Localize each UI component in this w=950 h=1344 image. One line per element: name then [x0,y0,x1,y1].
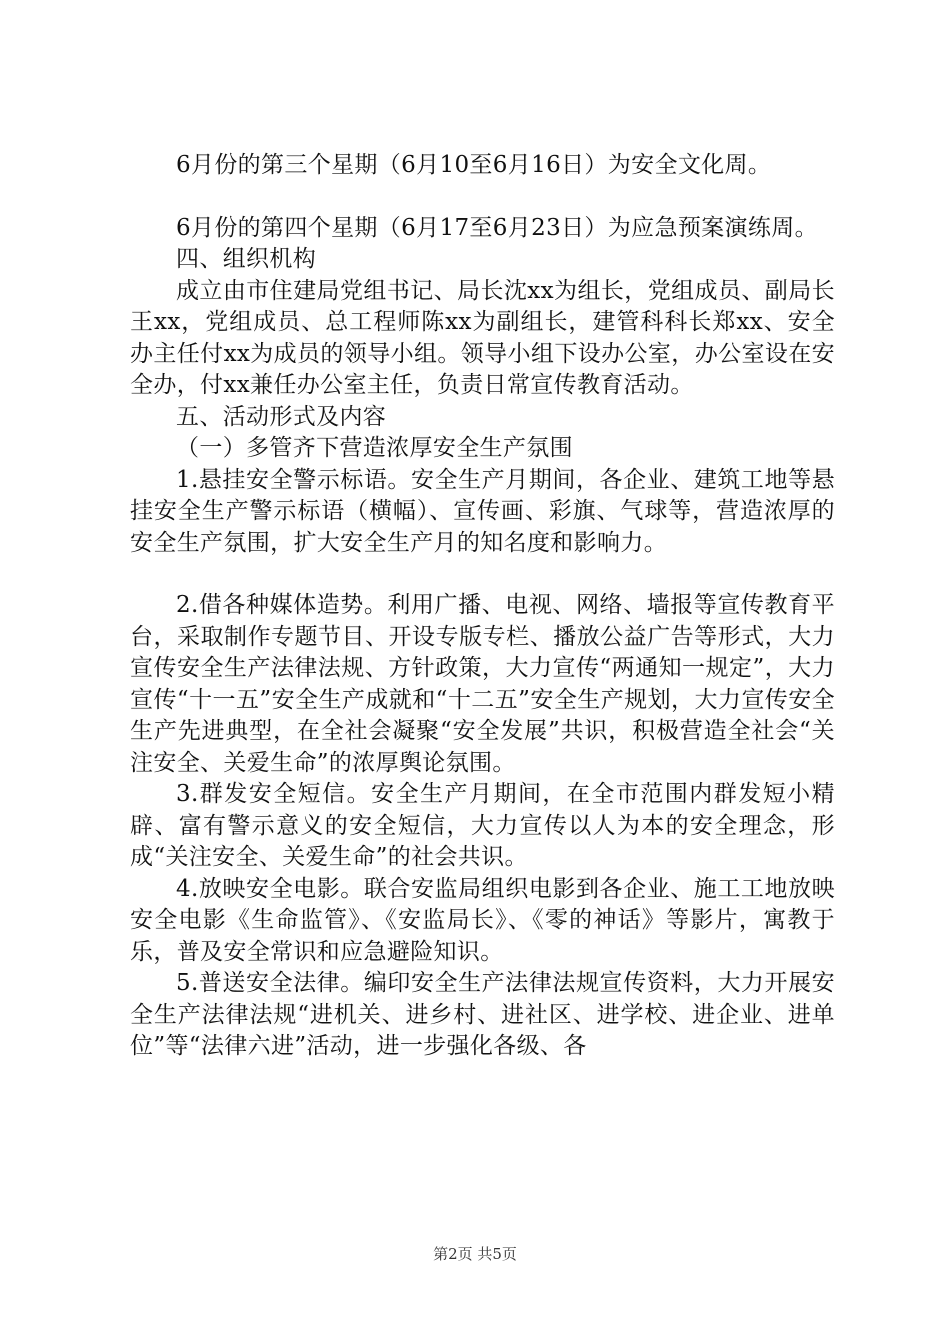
paragraph-item-4: 4.放映安全电影。联合安监局组织电影到各企业、施工工地放映安全电影《生命监管》、《安监局长》、《零的神话》等影片，寓教于乐，普及安全常识和应急避险知识。 [130,875,835,965]
document-body [130,150,835,1063]
page-number-footer: 第2页 共5页 [433,1245,517,1263]
paragraph-safety-culture-week: 6月份的第三个星期（6月10至6月16日）为安全文化周。 [176,152,772,178]
paragraph-emergency-drill-week: 6月份的第四个星期（6月17至6月23日）为应急预案演练周。 [176,214,818,241]
subheading-atmosphere: （一）多管齐下营造浓厚安全生产氛围 [176,435,573,461]
paragraph-leadership-group: 成立由市住建局党组书记、局长沈xx为组长，党组成员、副局长王xx，党组成员、总工程师陈xx为副组长，建管科科长郑xx、安全办主任付xx为成员的领导小组。领导小组下设办公室，办公室设在安全办，付xx兼任办公室主任，负责日常宣传教育活动。 [130,277,835,398]
paragraph-item-3: 3.群发安全短信。安全生产月期间，在全市范围内群发短小精辟、富有警示意义的安全短信，大力宣传以人为本的安全理念，形成“关注安全、关爱生命”的社会共识。 [130,781,835,870]
heading-organization: 四、组织机构 [176,246,317,272]
heading-activity-forms: 五、活动形式及内容 [176,403,387,430]
paragraph-item-5: 5.普送安全法律。编印安全生产法律法规宣传资料，大力开展安全生产法律法规“进机关、进乡村、进社区、进学校、进企业、进单位”等“法律六进”活动，进一步强化各级、各 [130,970,835,1059]
paragraph-item-1: 1.悬挂安全警示标语。安全生产月期间，各企业、建筑工地等悬挂安全生产警示标语（横幅）、宣传画、彩旗、气球等，营造浓厚的安全生产氛围，扩大安全生产月的知名度和影响力。 [130,466,835,556]
paragraph-item-2: 2.借各种媒体造势。利用广播、电视、网络、墙报等宣传教育平台，采取制作专题节目、开设专版专栏、播放公益广告等形式，大力宣传安全生产法律法规、方针政策，大力宣传“两通知一规定”，大力宣传“十一五”安全生产成就和“十二五”安全生产规划，大力宣传安全生产先进典型，在全社会凝聚“安全发展”共识，积极营造全社会“关注安全、关爱生命”的浓厚舆论氛围。 [130,592,835,776]
